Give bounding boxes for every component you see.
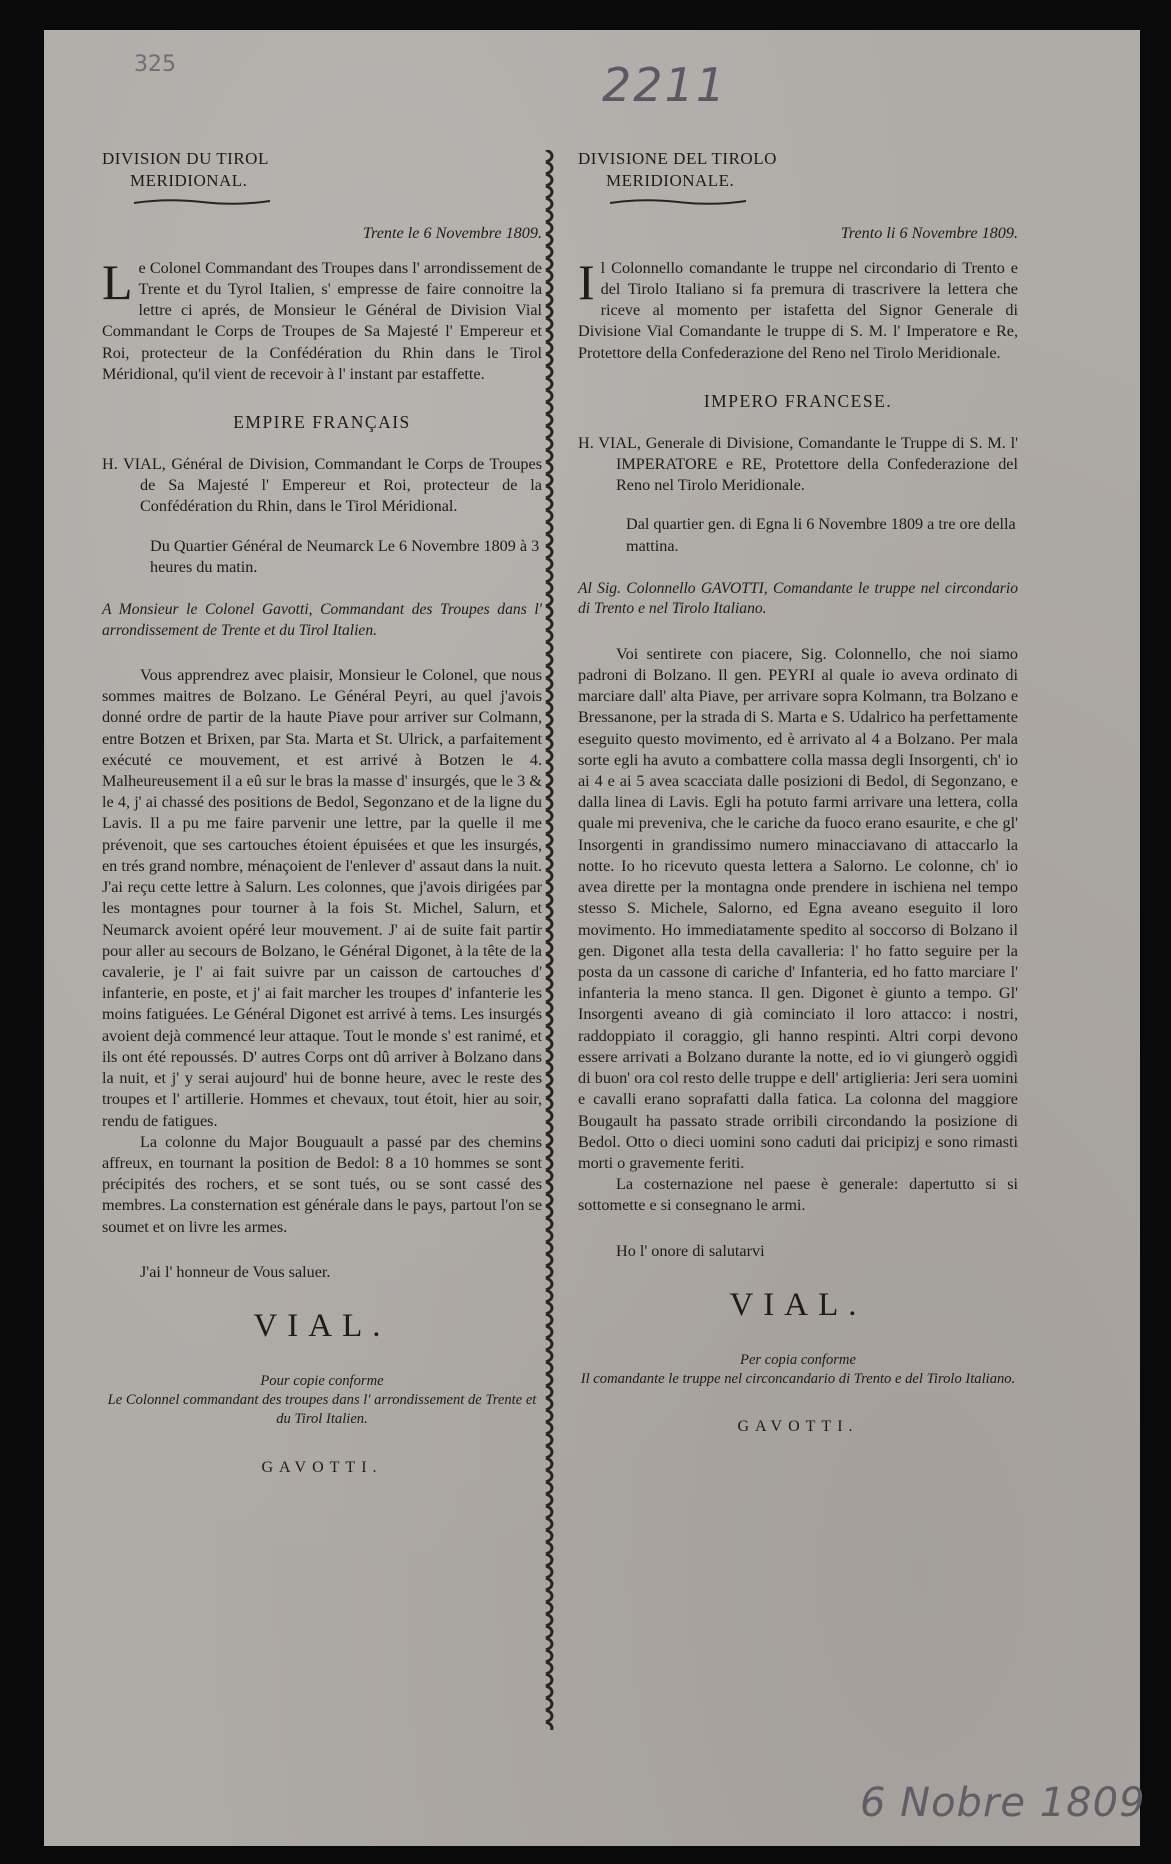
italian-signature: VIAL. <box>729 1286 867 1323</box>
french-copy-line1: Pour copie conforme <box>260 1373 384 1390</box>
italian-intro-text: l Colonnello comandante le truppe nel circondario di Trento e del Tirolo Italiano si fa premura di trascrivere la lettera che riceve al momento per istafetta del Signor Generale di Divisione Vial Comandante le truppe di S. M. l' Imperatore e Re, Protettore della Confederazione del Reno nel Tirolo Meridionale. <box>578 258 1018 362</box>
italian-vial-title: H. VIAL, Generale di Divisione, Comandante le Truppe di S. M. l' IMPERATORE e RE, Protettore della Confederazione del Reno nel Tirolo Meridionale. <box>578 433 1018 495</box>
italian-empire-heading: IMPERO FRANCESE. <box>703 390 893 411</box>
french-paragraph-1: Vous apprendrez avec plaisir, Monsieur le Colonel, que nous sommes maitres de Bolzano. Le Général Peyri, au quel j'avois donné ordre de partir de la haute Piave pour arriver sur Colmann, entre Botzen et Brixen, par Sta. Marta et St. Ulrick, a parfaitement exécuté ce mouvement, et est arrivé à Botzen le 4. Malheureusement il a eû sur le bras la masse d' insurgés, que le 3 & le 4, j' ai chassé des positions de Bedol, Segonzano et de la ligne du Lavis. Il a pu me faire parvenir une lettre, par la quelle il me prévenoit, que ses cartouches étoient épuisées et que les insurgés, en trés grand nombre, ménaçoient de l'enlever d' assaut dans la nuit. J'ai reçu cette lettre à Salurn. Les colonnes, que j'avois dirigées par les montagnes pour tourner à la fois St. Michel, Salurn, et Neumarck avoient opéré leur mouvement. J' ai de suite fait partir pour aller au secours de Bolzano, le Général Digonet, à la tête de la cavalerie, je l' ai fait suivre par un caisson de cartouches d' infanterie, en poste, et j' ai fait marcher les troupes d' infanterie les moins fatiguées. Le Général Digonet est arrivé à tems. Les insurgés avoient dejà commencé leur attaque. Tout le monde s' est ranimé, et ils ont été repoussés. D' autres Corps ont dû arriver à Bolzano dans la nuit, et j' y serai aujourd' hui de bonne heure, avec le reste des troupes et l' artillerie. Hommes et chevaux, tout étoit, hier au soir, rendu de fatigues. <box>102 665 542 1130</box>
flourish-rule <box>132 197 272 207</box>
french-quarter: Du Quartier Général de Neumarck Le 6 Novembre 1809 à 3 heures du matin. <box>150 536 540 576</box>
french-intro <box>102 253 542 385</box>
french-column <box>102 148 542 1479</box>
french-dateline: Trente le 6 Novembre 1809. <box>362 223 542 242</box>
italian-address: Al Sig. Colonnello GAVOTTI, Comandante le truppe nel circondario di Trento e nel Tirolo Italiano. <box>578 579 1018 618</box>
french-intro-text: e Colonel Commandant des Troupes dans l' arrondissement de Trente et du Tyrol Italien, s' empresse de faire connoitre la lettre ci aprés, de Monsieur le Général de Division Vial Commandant le Corps de Troupes de Sa Majesté l' Empereur et Roi, protecteur de la Confédération du Rhin dans le Tirol Méridional, qu'il vient de recevoir à l' instant par estaffette. <box>102 258 542 383</box>
italian-heading-line2: MERIDIONALE. <box>606 171 735 191</box>
wavy-rule-ornament <box>540 150 560 1730</box>
italian-column <box>578 148 1018 1438</box>
french-address: A Monsieur le Colonel Gavotti, Commandant des Troupes dans l' arrondissement de Trente et du Tirol Italien. <box>102 601 542 639</box>
italian-salutation: Ho l' onore di salutarvi <box>616 1241 765 1260</box>
french-signature: VIAL. <box>253 1308 391 1345</box>
french-paragraph-2: La colonne du Major Bouguault a passé par des chemins affreux, en tournant la position de Bedol: 8 a 10 hommes se sont précipités des rochers, et se sont tués, ou se sont cassé des membres. La consternation est générale dans le pays, partout l'on se soumet et on livre les armes. <box>102 1132 542 1236</box>
italian-copy-line1: Per copia conforme <box>740 1352 856 1369</box>
italian-dateline: Trento li 6 Novembre 1809. <box>840 223 1018 242</box>
column-divider <box>540 150 560 1730</box>
french-dropcap: L <box>102 253 133 310</box>
french-heading-line2: MERIDIONAL. <box>130 171 248 191</box>
italian-signature2: GAVOTTI. <box>737 1418 859 1436</box>
handwritten-date-note: 6 Nobre 1809 <box>860 1780 1146 1826</box>
flourish-rule <box>608 197 748 207</box>
italian-dropcap: I <box>578 253 595 310</box>
french-salutation: J'ai l' honneur de Vous saluer. <box>140 1262 331 1281</box>
italian-paragraph-2: La costernazione nel paese è generale: dapertutto si si sottomette e si consegnano le armi. <box>578 1175 1018 1215</box>
italian-heading-line1: DIVISIONE DEL TIROLO <box>578 149 777 168</box>
italian-quarter: Dal quartier gen. di Egna li 6 Novembre 1809 a tre ore della mattina. <box>626 515 1016 555</box>
archive-number-right: 2211 <box>602 58 728 112</box>
french-copy-line2: Le Colonnel commandant des troupes dans l' arrondissement de Trente et du Tirol Italien. <box>107 1392 537 1428</box>
french-vial-title: H. VIAL, Général de Division, Commandant le Corps de Troupes de Sa Majesté l' Empereur et Roi, protecteur de la Confédération du Rhin, dans le Tirol Méridional. <box>102 454 542 516</box>
french-heading-line1: DIVISION DU TIROL <box>102 149 269 168</box>
french-empire-heading: EMPIRE FRANÇAIS <box>233 412 411 433</box>
archive-number-left: 325 <box>134 52 176 77</box>
italian-intro <box>578 253 1018 364</box>
italian-copy-line2: Il comandante le truppe nel circoncandario di Trento e del Tirolo Italiano. <box>580 1371 1016 1388</box>
french-signature2: GAVOTTI. <box>261 1458 383 1476</box>
italian-paragraph-1: Voi sentirete con piacere, Sig. Colonnello, che noi siamo padroni di Bolzano. Il gen. PEYRI al quale io aveva ordinato di marciare dall' alta Piave, per arrivare sopra Kolmann, tra Bolzano e Bressanone, per la strada di S. Marta e S. Udalrico ha perfettamente eseguito questo movimento, ed è arrivato al 4 a Bolzano. Per mala sorte egli ha avuto a combattere colla massa degli Insorgenti, ch' io ai 4 e ai 5 avea scacciata dalle posizioni di Bedol, di Segonzano, e dalla linea di Lavis. Egli ha potuto farmi arrivare una lettera, colla quale mi preveniva, che le cariche da fuoco erano esaurite, e che gl' Insorgenti in grandissimo numero minacciavano di attaccarlo la notte. Io ho ricevuto questa lettera a Salorno. Le colonne, ch' io avea dirette per la montagna onde prendere in ischiena nel tempo stesso S. Michele, Salorno, ed Egna aveano eseguito il loro movimento. Ho immediatamente spedito al soccorso di Bolzano il gen. Digonet alla testa della cavalleria: l' ho fatto seguire per la posta da un cassone di cariche d' Infanteria, ed ho fatto marciare l' infanteria la meno stanca. Il gen. Digonet è giunto a tempo. Gl' Insorgenti aveano di già cominciato il loro attacco: i nostri, raddoppiato il coraggio, gli hanno respinti. Altri corpi devono essere arrivati a Bolzano durante la notte, ed io vi giungerò oggidì di buon' ora col resto delle truppe e dell' artiglieria: Jeri sera uomini e cavalli erano soprafatti dalla fatica. La colonna del maggiore Bougault ha passato strade orribili circondando la posizione di Bedol. Otto o dieci uomini sono caduti dai pricipizj e sono rimasti morti o gravemente feriti. <box>578 644 1018 1172</box>
